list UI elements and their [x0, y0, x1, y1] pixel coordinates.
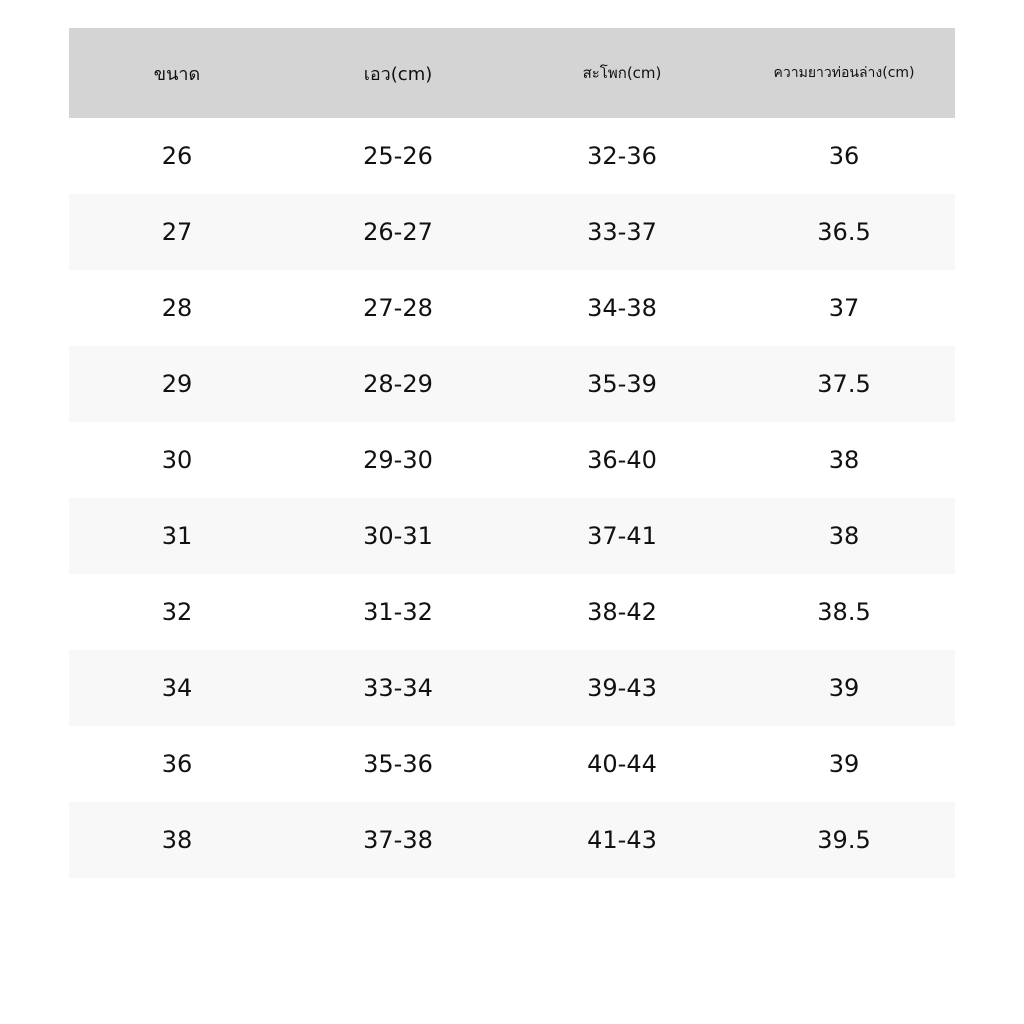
- cell-hip: 36-40: [511, 422, 733, 498]
- header-size: ขนาด: [69, 28, 285, 118]
- cell-size: 29: [69, 346, 285, 422]
- table-row: [69, 346, 955, 422]
- cell-waist: 27-28: [285, 270, 511, 346]
- cell-size: 36: [69, 726, 285, 802]
- cell-hip: 38-42: [511, 574, 733, 650]
- cell-hip: 32-36: [511, 118, 733, 194]
- table-row: [69, 422, 955, 498]
- cell-waist: 31-32: [285, 574, 511, 650]
- header-inseam-length: ความยาวท่อนล่าง(cm): [733, 28, 955, 118]
- cell-size: 27: [69, 194, 285, 270]
- table-row: [69, 498, 955, 574]
- cell-waist: 37-38: [285, 802, 511, 878]
- table-row: [69, 118, 955, 194]
- cell-waist: 29-30: [285, 422, 511, 498]
- cell-size: 31: [69, 498, 285, 574]
- cell-hip: 34-38: [511, 270, 733, 346]
- cell-hip: 35-39: [511, 346, 733, 422]
- cell-inseam-length: 38: [733, 498, 955, 574]
- cell-inseam-length: 36.5: [733, 194, 955, 270]
- cell-waist: 30-31: [285, 498, 511, 574]
- cell-hip: 39-43: [511, 650, 733, 726]
- cell-hip: 40-44: [511, 726, 733, 802]
- table-row: [69, 574, 955, 650]
- cell-size: 34: [69, 650, 285, 726]
- cell-inseam-length: 38.5: [733, 574, 955, 650]
- cell-size: 28: [69, 270, 285, 346]
- cell-waist: 26-27: [285, 194, 511, 270]
- cell-waist: 33-34: [285, 650, 511, 726]
- table-row: [69, 726, 955, 802]
- header-hip: สะโพก(cm): [511, 28, 733, 118]
- cell-hip: 37-41: [511, 498, 733, 574]
- cell-inseam-length: 37.5: [733, 346, 955, 422]
- cell-waist: 35-36: [285, 726, 511, 802]
- cell-waist: 25-26: [285, 118, 511, 194]
- header-waist: เอว(cm): [285, 28, 511, 118]
- cell-inseam-length: 36: [733, 118, 955, 194]
- size-chart-table: [69, 28, 955, 878]
- table-header: [69, 28, 955, 118]
- cell-size: 32: [69, 574, 285, 650]
- table-row: [69, 802, 955, 878]
- table-body: [69, 118, 955, 878]
- cell-waist: 28-29: [285, 346, 511, 422]
- table-row: [69, 194, 955, 270]
- cell-inseam-length: 38: [733, 422, 955, 498]
- cell-inseam-length: 39: [733, 650, 955, 726]
- table-row: [69, 270, 955, 346]
- cell-size: 30: [69, 422, 285, 498]
- header-row: [69, 28, 955, 118]
- cell-inseam-length: 37: [733, 270, 955, 346]
- table-row: [69, 650, 955, 726]
- cell-inseam-length: 39.5: [733, 802, 955, 878]
- cell-hip: 33-37: [511, 194, 733, 270]
- cell-size: 26: [69, 118, 285, 194]
- cell-inseam-length: 39: [733, 726, 955, 802]
- cell-size: 38: [69, 802, 285, 878]
- cell-hip: 41-43: [511, 802, 733, 878]
